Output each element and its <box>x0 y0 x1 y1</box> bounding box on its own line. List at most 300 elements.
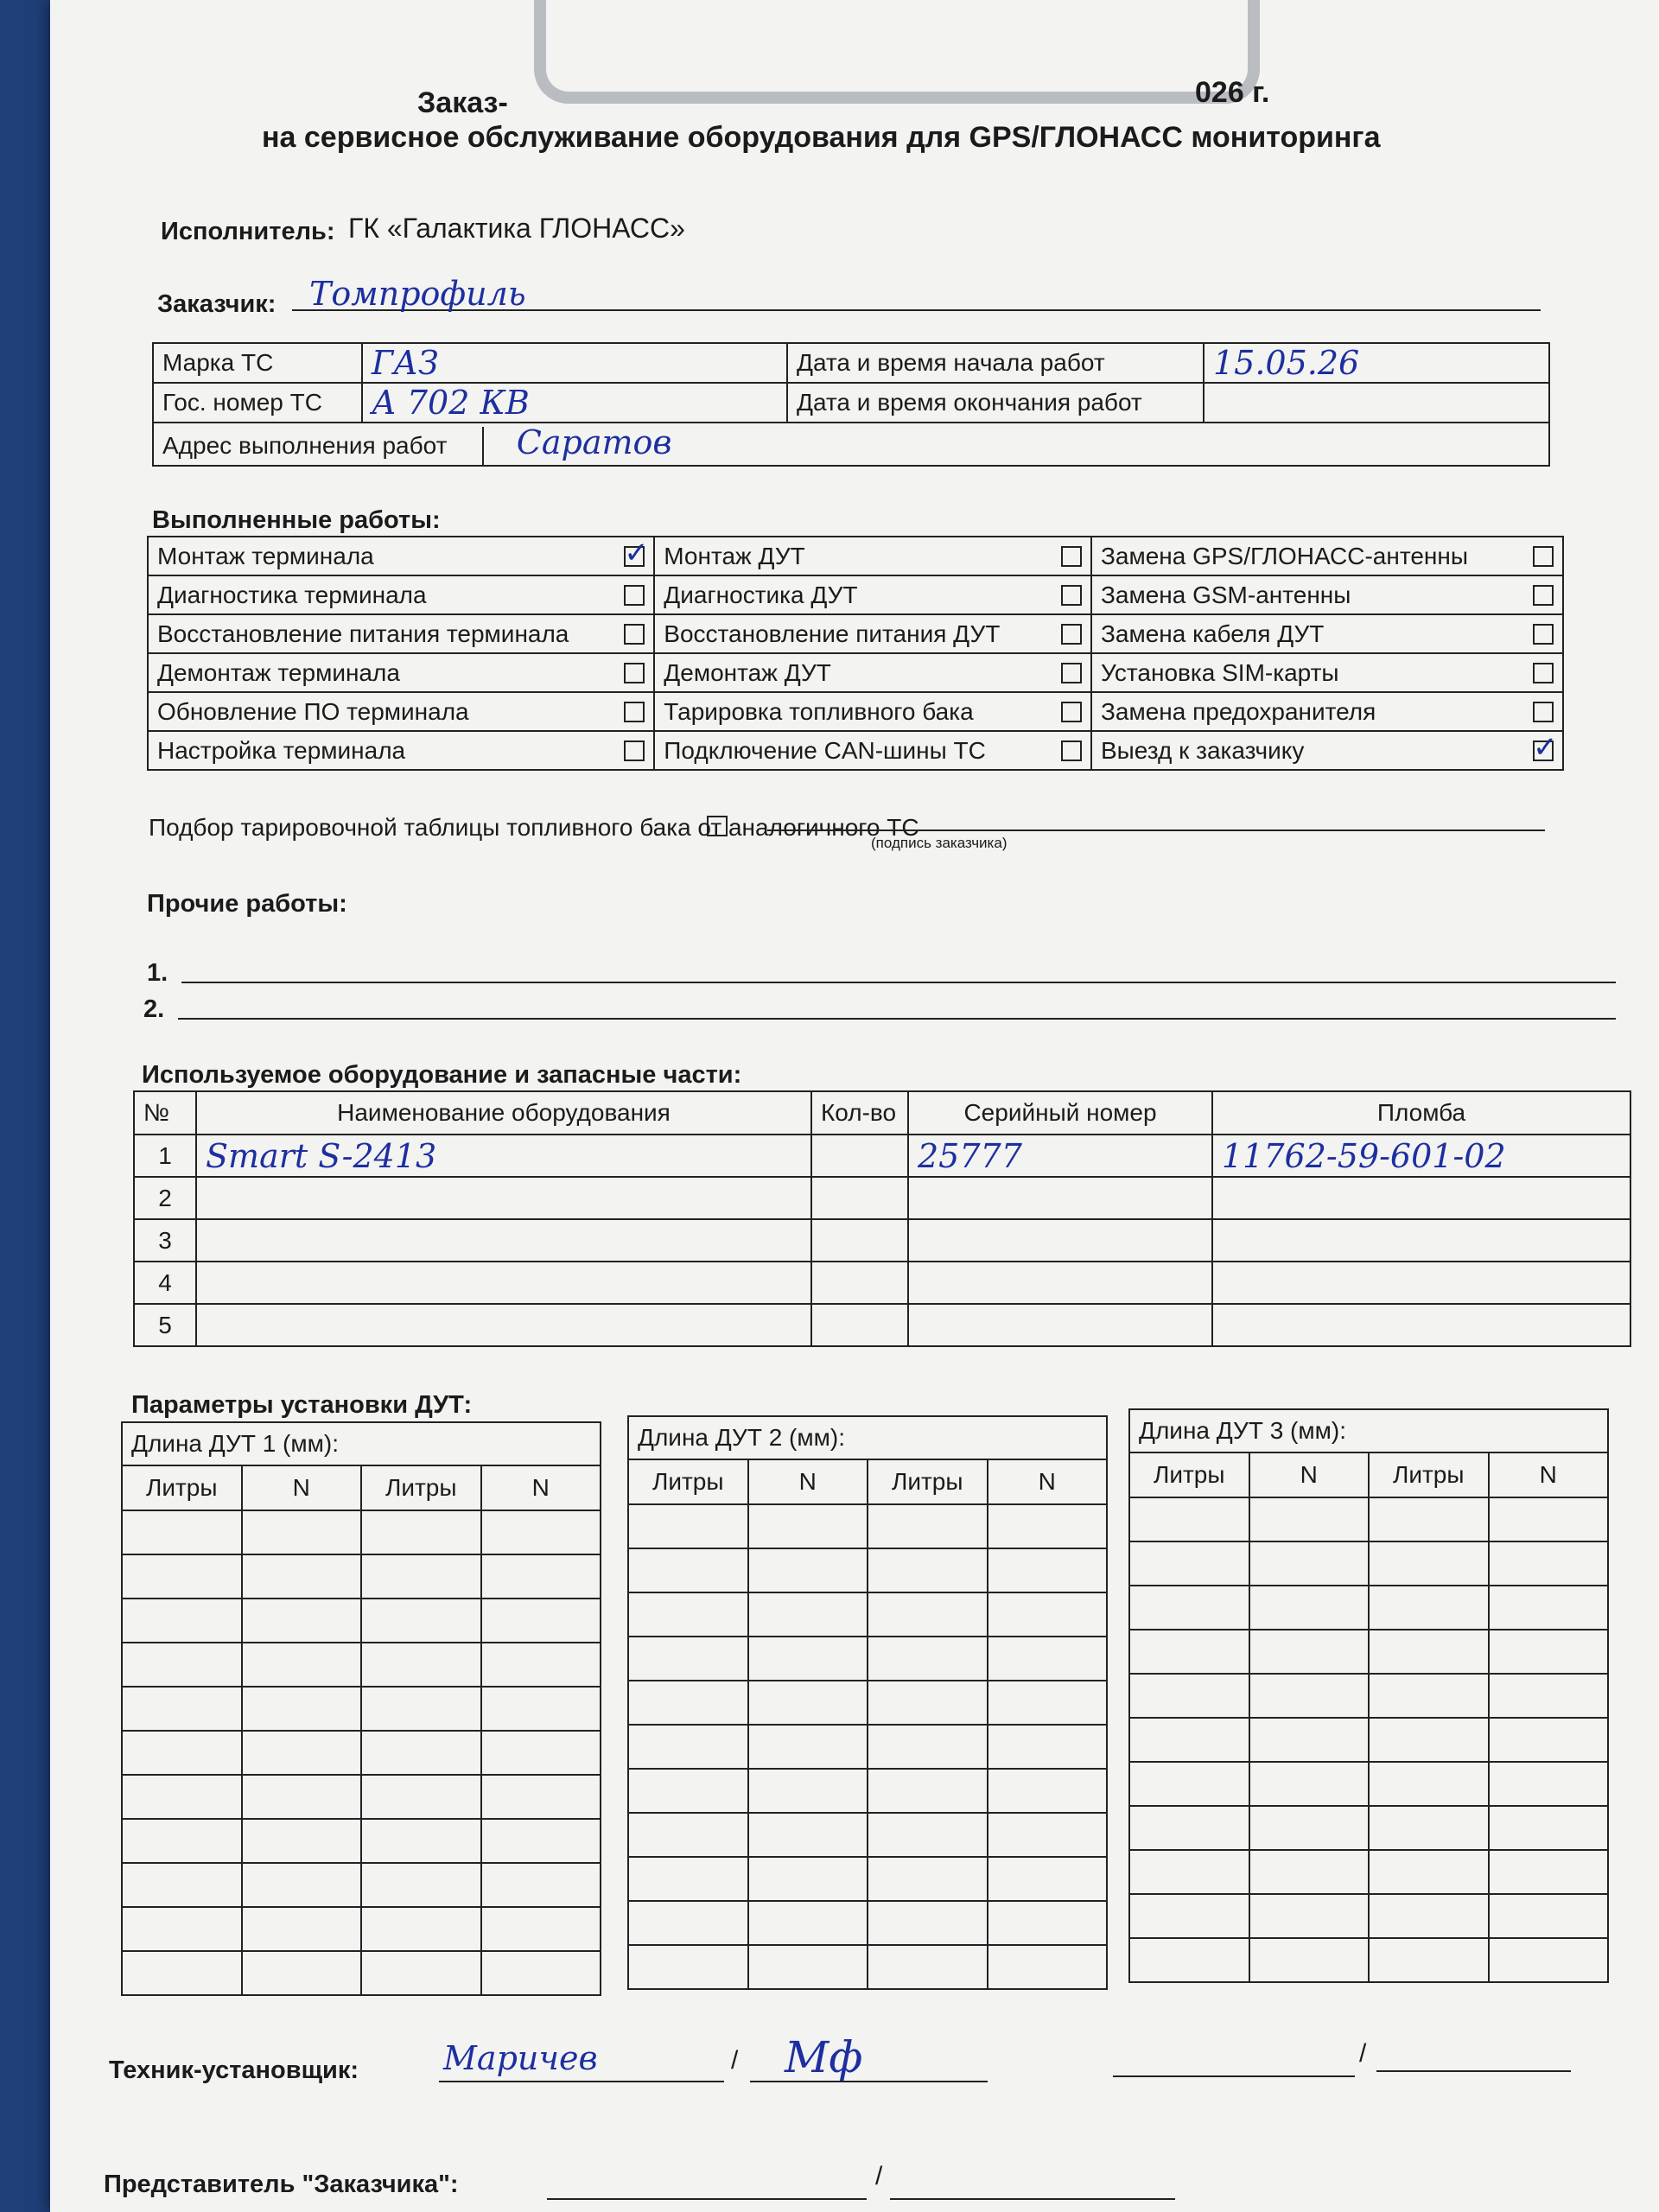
calibration-checkbox[interactable] <box>707 816 728 836</box>
eq-serial-cell[interactable] <box>908 1262 1212 1304</box>
dut-row <box>122 1643 601 1687</box>
dut-cell[interactable] <box>1249 1586 1370 1630</box>
representative-signature-line[interactable] <box>890 2164 1175 2200</box>
eq-num-cell: 3 <box>134 1219 196 1262</box>
dut-cell[interactable] <box>1489 1497 1609 1541</box>
dut-row <box>628 1945 1107 1989</box>
dut-cell[interactable] <box>242 1643 362 1687</box>
dut-row <box>628 1725 1107 1769</box>
equipment-heading: Используемое оборудование и запасные части: <box>142 1061 742 1089</box>
dut-cell[interactable] <box>481 1510 601 1554</box>
dut-row <box>1129 1806 1608 1850</box>
dut-cell[interactable] <box>1129 1938 1249 1982</box>
dut-cell[interactable] <box>481 1951 601 1995</box>
dut-cell[interactable] <box>748 1945 868 1989</box>
dut-row <box>122 1775 601 1819</box>
end-label: Дата и время окончания работ <box>787 383 1204 423</box>
dut-cell[interactable] <box>988 1548 1108 1592</box>
dut-row <box>628 1504 1107 1548</box>
dut-row <box>122 1510 601 1554</box>
dut-cell[interactable] <box>1249 1541 1370 1586</box>
work-col3-item-label: Выезд к заказчику <box>1100 736 1305 764</box>
work-cell <box>654 614 1091 653</box>
dut-cell[interactable] <box>628 1504 748 1548</box>
dut-cell[interactable] <box>1369 1762 1489 1806</box>
dut-cell[interactable] <box>1489 1674 1609 1718</box>
dut-cell[interactable] <box>1369 1718 1489 1762</box>
dut-cell[interactable] <box>868 1592 988 1637</box>
dut-row <box>122 1951 601 1995</box>
dut-cell[interactable] <box>868 1504 988 1548</box>
dut-cell[interactable] <box>1249 1762 1370 1806</box>
dut-cell[interactable] <box>628 1637 748 1681</box>
dut-cell[interactable] <box>361 1863 481 1907</box>
work-cell <box>1091 614 1563 653</box>
eq-qty-cell[interactable] <box>811 1177 908 1219</box>
work-col3-checkbox[interactable] <box>1533 546 1554 567</box>
dut-cell[interactable] <box>1129 1541 1249 1586</box>
work-col1-checkbox[interactable] <box>624 663 645 683</box>
works-row <box>148 575 1563 614</box>
dut-cell[interactable] <box>1369 1497 1489 1541</box>
dut-cell[interactable] <box>242 1951 362 1995</box>
dut-cell[interactable] <box>1129 1762 1249 1806</box>
dut-cell[interactable] <box>628 1857 748 1901</box>
dut-cell[interactable] <box>988 1857 1108 1901</box>
dut-cell[interactable] <box>361 1687 481 1731</box>
eq-seal-cell[interactable] <box>1212 1219 1630 1262</box>
dut-row <box>628 1637 1107 1681</box>
dut-cell[interactable] <box>1129 1630 1249 1674</box>
dut-cell[interactable] <box>481 1554 601 1599</box>
customer-label: Заказчик: <box>157 290 276 318</box>
work-cell <box>1091 575 1563 614</box>
dut-cell[interactable] <box>1249 1718 1370 1762</box>
dut-cell[interactable] <box>1129 1586 1249 1630</box>
dut-cell[interactable] <box>1369 1806 1489 1850</box>
address-label: Адрес выполнения работ <box>154 427 484 465</box>
dut-cell[interactable] <box>1129 1850 1249 1894</box>
dut-cell[interactable] <box>122 1863 242 1907</box>
dut-col-header: N <box>1249 1452 1370 1497</box>
brand-label: Марка ТС <box>153 343 362 383</box>
dut-row <box>122 1819 601 1863</box>
dut-cell[interactable] <box>122 1907 242 1951</box>
dut-cell[interactable] <box>1369 1630 1489 1674</box>
dut-cell[interactable] <box>481 1687 601 1731</box>
eq-serial-cell[interactable] <box>908 1177 1212 1219</box>
dut-cell[interactable] <box>242 1510 362 1554</box>
dut-cell[interactable] <box>1129 1674 1249 1718</box>
dut-cell[interactable] <box>988 1592 1108 1637</box>
work-cell <box>148 575 654 614</box>
other-item-2-number: 2. <box>143 995 165 1023</box>
dut-cell[interactable] <box>748 1681 868 1725</box>
dut-col-header: Литры <box>361 1465 481 1510</box>
dut-table-3 <box>1128 1408 1609 1983</box>
works-row <box>148 614 1563 653</box>
eq-header-name: Наименование оборудования <box>196 1091 811 1135</box>
dut-row <box>1129 1938 1608 1982</box>
eq-seal-cell[interactable]: 11762-59-601-02 <box>1212 1135 1630 1177</box>
dut-row <box>1129 1762 1608 1806</box>
dut-col-header: Литры <box>628 1459 748 1504</box>
technician-label: Техник-установщик: <box>109 2056 359 2084</box>
work-col3-item-label: Замена GSM-антенны <box>1100 581 1351 608</box>
dut-cell[interactable] <box>1249 1894 1370 1938</box>
work-cell <box>148 614 654 653</box>
second-name-line[interactable] <box>1113 2041 1355 2077</box>
dut-cell[interactable] <box>242 1599 362 1643</box>
work-col3-item-label: Замена предохранителя <box>1100 697 1376 725</box>
work-cell <box>1091 537 1563 575</box>
eq-serial-cell[interactable]: 25777 <box>908 1135 1212 1177</box>
dut-cell[interactable] <box>628 1945 748 1989</box>
works-heading: Выполненные работы: <box>152 506 441 534</box>
dut-row <box>122 1687 601 1731</box>
dut-cell[interactable] <box>122 1687 242 1731</box>
dut-cell[interactable] <box>361 1510 481 1554</box>
title-year: 026 г. <box>1195 76 1270 109</box>
table-row <box>134 1262 1630 1304</box>
dut-cell[interactable] <box>481 1775 601 1819</box>
work-cell <box>148 731 654 770</box>
dut-row <box>1129 1497 1608 1541</box>
dut-col-header: N <box>748 1459 868 1504</box>
other-item-2-line[interactable] <box>178 988 1616 1020</box>
dut-cell[interactable] <box>988 1504 1108 1548</box>
work-col1-checkbox[interactable] <box>624 585 645 606</box>
works-row <box>148 731 1563 770</box>
dut-cell[interactable] <box>628 1769 748 1813</box>
dut-table-title: Длина ДУТ 2 (мм): <box>628 1416 1107 1459</box>
start-value[interactable]: 15.05.26 <box>1204 343 1549 383</box>
dut-table-2 <box>627 1415 1108 1990</box>
dut-cell[interactable] <box>1489 1938 1609 1982</box>
dut-row <box>1129 1674 1608 1718</box>
work-col2-checkbox[interactable] <box>1061 585 1082 606</box>
dut-cell[interactable] <box>1249 1806 1370 1850</box>
technician-name: Маричев <box>443 2039 598 2077</box>
dut-cell[interactable] <box>868 1725 988 1769</box>
dut-cell[interactable] <box>628 1592 748 1637</box>
dut-cell[interactable] <box>1129 1497 1249 1541</box>
dut-cell[interactable] <box>628 1725 748 1769</box>
work-col3-checkbox[interactable] <box>1533 741 1554 761</box>
eq-qty-cell[interactable] <box>811 1262 908 1304</box>
work-col2-checkbox[interactable] <box>1061 741 1082 761</box>
eq-num-cell: 1 <box>134 1135 196 1177</box>
dut-col-header: N <box>1489 1452 1609 1497</box>
dut-row <box>122 1907 601 1951</box>
eq-num-cell: 5 <box>134 1304 196 1346</box>
dut-cell[interactable] <box>748 1725 868 1769</box>
work-cell <box>148 692 654 731</box>
dut-cell[interactable] <box>988 1813 1108 1857</box>
dut-col-header: Литры <box>868 1459 988 1504</box>
dut-table-title: Длина ДУТ 3 (мм): <box>1129 1409 1608 1452</box>
dut-cell[interactable] <box>361 1643 481 1687</box>
other-item-1-number: 1. <box>147 959 168 987</box>
dut-cell[interactable] <box>1489 1718 1609 1762</box>
dut-cell[interactable] <box>361 1819 481 1863</box>
work-col2-checkbox[interactable] <box>1061 624 1082 645</box>
dut-cell[interactable] <box>748 1769 868 1813</box>
dut-cell[interactable] <box>1369 1850 1489 1894</box>
address-value[interactable]: Саратов <box>516 423 672 461</box>
work-col3-checkbox[interactable] <box>1533 624 1554 645</box>
dut-row <box>1129 1586 1608 1630</box>
eq-name-cell[interactable] <box>196 1262 811 1304</box>
dut-row <box>628 1592 1107 1637</box>
dut-cell[interactable] <box>628 1548 748 1592</box>
work-cell <box>654 692 1091 731</box>
other-item-1-line[interactable] <box>181 952 1616 983</box>
signature-caption: (подпись заказчика) <box>871 835 1007 851</box>
dut-cell[interactable] <box>1489 1806 1609 1850</box>
dut-cell[interactable] <box>242 1819 362 1863</box>
work-cell <box>654 731 1091 770</box>
works-row <box>148 653 1563 692</box>
dut-cell[interactable] <box>481 1907 601 1951</box>
dut-cell[interactable] <box>748 1901 868 1945</box>
dut-cell[interactable] <box>1249 1630 1370 1674</box>
end-value[interactable] <box>1204 383 1549 423</box>
dut-cell[interactable] <box>242 1731 362 1775</box>
dut-row <box>628 1857 1107 1901</box>
dut-cell[interactable] <box>361 1951 481 1995</box>
eq-seal-cell[interactable] <box>1212 1177 1630 1219</box>
work-cell <box>654 537 1091 575</box>
dut-table-1 <box>121 1421 601 1996</box>
executor-value: ГК «Галактика ГЛОНАСС» <box>348 213 685 244</box>
work-col1-item-label: Диагностика терминала <box>157 581 427 608</box>
representative-slash: / <box>875 2162 883 2190</box>
dut-cell[interactable] <box>1129 1806 1249 1850</box>
work-col1-item-label: Настройка терминала <box>157 736 406 764</box>
page-title: на сервисное обслуживание оборудования для GPS/ГЛОНАСС мониторинга <box>262 121 1381 154</box>
table-row <box>134 1135 1630 1177</box>
eq-header-serial: Серийный номер <box>908 1091 1212 1135</box>
dut-cell[interactable] <box>122 1775 242 1819</box>
work-cell <box>148 537 654 575</box>
eq-qty-cell[interactable] <box>811 1304 908 1346</box>
eq-name-cell[interactable] <box>196 1219 811 1262</box>
dut-cell[interactable] <box>361 1775 481 1819</box>
eq-qty-cell[interactable] <box>811 1135 908 1177</box>
dut-cell[interactable] <box>122 1510 242 1554</box>
dut-col-header: N <box>242 1465 362 1510</box>
brand-value[interactable]: ГАЗ <box>362 343 787 383</box>
dut-cell[interactable] <box>868 1637 988 1681</box>
work-col2-item-label: Монтаж ДУТ <box>664 542 805 569</box>
dut-heading: Параметры установки ДУТ: <box>131 1391 473 1419</box>
dut-cell[interactable] <box>1369 1938 1489 1982</box>
eq-header-num: № <box>134 1091 196 1135</box>
dut-cell[interactable] <box>1249 1497 1370 1541</box>
dut-cell[interactable] <box>122 1951 242 1995</box>
work-col3-item-label: Замена GPS/ГЛОНАСС-антенны <box>1100 542 1468 569</box>
clipboard-clip <box>534 0 1260 104</box>
equipment-table <box>133 1090 1631 1347</box>
dut-cell[interactable] <box>748 1857 868 1901</box>
dut-cell[interactable] <box>361 1599 481 1643</box>
dut-cell[interactable] <box>1489 1762 1609 1806</box>
dut-cell[interactable] <box>122 1731 242 1775</box>
work-col2-checkbox[interactable] <box>1061 702 1082 722</box>
dut-cell[interactable] <box>1489 1630 1609 1674</box>
dut-cell[interactable] <box>1249 1938 1370 1982</box>
dut-cell[interactable] <box>1129 1894 1249 1938</box>
work-cell <box>1091 692 1563 731</box>
dut-cell[interactable] <box>868 1548 988 1592</box>
work-col3-checkbox[interactable] <box>1533 585 1554 606</box>
dut-cell[interactable] <box>1489 1586 1609 1630</box>
dut-cell[interactable] <box>988 1681 1108 1725</box>
dut-cell[interactable] <box>122 1819 242 1863</box>
dut-cell[interactable] <box>628 1681 748 1725</box>
dut-cell[interactable] <box>868 1945 988 1989</box>
work-col1-item-label: Монтаж терминала <box>157 542 374 569</box>
dut-cell[interactable] <box>481 1731 601 1775</box>
dut-cell[interactable] <box>868 1857 988 1901</box>
representative-name-line[interactable] <box>547 2164 867 2200</box>
work-col3-item-label: Замена кабеля ДУТ <box>1100 620 1325 647</box>
work-col1-item-label: Обновление ПО терминала <box>157 697 469 725</box>
plate-label: Гос. номер ТС <box>153 383 362 423</box>
dut-cell[interactable] <box>242 1554 362 1599</box>
work-col1-item-label: Восстановление питания терминала <box>157 620 569 647</box>
dut-cell[interactable] <box>122 1554 242 1599</box>
dut-cell[interactable] <box>361 1731 481 1775</box>
dut-cell[interactable] <box>122 1599 242 1643</box>
work-col1-checkbox[interactable] <box>624 702 645 722</box>
form-sheet <box>50 0 1659 2212</box>
dut-row <box>122 1863 601 1907</box>
work-col1-item-label: Демонтаж терминала <box>157 658 400 686</box>
dut-cell[interactable] <box>1369 1674 1489 1718</box>
dut-cell[interactable] <box>242 1775 362 1819</box>
dut-row <box>628 1681 1107 1725</box>
dut-cell[interactable] <box>122 1643 242 1687</box>
executor-label: Исполнитель: <box>161 218 335 245</box>
dut-cell[interactable] <box>748 1637 868 1681</box>
dut-cell[interactable] <box>1489 1850 1609 1894</box>
dut-cell[interactable] <box>361 1554 481 1599</box>
dut-cell[interactable] <box>1489 1894 1609 1938</box>
dut-cell[interactable] <box>748 1592 868 1637</box>
representative-label: Представитель "Заказчика": <box>104 2171 459 2198</box>
eq-num-cell: 2 <box>134 1177 196 1219</box>
dut-cell[interactable] <box>1129 1718 1249 1762</box>
dut-cell[interactable] <box>481 1863 601 1907</box>
dut-cell[interactable] <box>628 1901 748 1945</box>
dut-cell[interactable] <box>988 1945 1108 1989</box>
dut-cell[interactable] <box>868 1901 988 1945</box>
dut-cell[interactable] <box>748 1813 868 1857</box>
work-col1-checkbox[interactable] <box>624 741 645 761</box>
work-col1-checkbox[interactable] <box>624 546 645 567</box>
work-cell <box>654 653 1091 692</box>
dut-cell[interactable] <box>988 1637 1108 1681</box>
eq-qty-cell[interactable] <box>811 1219 908 1262</box>
customer-signature-line[interactable] <box>767 821 1545 831</box>
eq-name-cell[interactable] <box>196 1177 811 1219</box>
dut-row <box>628 1901 1107 1945</box>
work-col3-checkbox[interactable] <box>1533 702 1554 722</box>
work-col1-checkbox[interactable] <box>624 624 645 645</box>
dut-cell[interactable] <box>242 1907 362 1951</box>
dut-cell[interactable] <box>1369 1894 1489 1938</box>
works-row <box>148 537 1563 575</box>
dut-row <box>1129 1541 1608 1586</box>
eq-serial-cell[interactable] <box>908 1304 1212 1346</box>
plate-value[interactable]: А 702 КВ <box>362 383 787 423</box>
dut-cell[interactable] <box>628 1813 748 1857</box>
other-heading: Прочие работы: <box>147 890 347 918</box>
work-col2-item-label: Демонтаж ДУТ <box>664 658 831 686</box>
dut-col-header: N <box>988 1459 1108 1504</box>
eq-serial-cell[interactable] <box>908 1219 1212 1262</box>
dut-cell[interactable] <box>361 1907 481 1951</box>
work-col3-item-label: Установка SIM-карты <box>1100 658 1339 686</box>
dut-cell[interactable] <box>868 1681 988 1725</box>
dut-cell[interactable] <box>1489 1541 1609 1586</box>
start-label: Дата и время начала работ <box>787 343 1204 383</box>
eq-seal-cell[interactable] <box>1212 1262 1630 1304</box>
eq-seal-cell[interactable] <box>1212 1304 1630 1346</box>
dut-cell[interactable] <box>988 1769 1108 1813</box>
eq-header-qty: Кол-во <box>811 1091 908 1135</box>
work-col2-item-label: Диагностика ДУТ <box>664 581 858 608</box>
work-col2-checkbox[interactable] <box>1061 663 1082 683</box>
dut-cell[interactable] <box>1249 1850 1370 1894</box>
dut-cell[interactable] <box>481 1819 601 1863</box>
dut-col-header: Литры <box>1369 1452 1489 1497</box>
dut-cell[interactable] <box>748 1504 868 1548</box>
dut-row <box>628 1548 1107 1592</box>
dut-row <box>1129 1630 1608 1674</box>
work-col2-checkbox[interactable] <box>1061 546 1082 567</box>
works-row <box>148 692 1563 731</box>
dut-row <box>122 1554 601 1599</box>
dut-cell[interactable] <box>868 1813 988 1857</box>
dut-cell[interactable] <box>1249 1674 1370 1718</box>
works-table <box>147 536 1564 771</box>
dut-col-header: Литры <box>1129 1452 1249 1497</box>
eq-name-cell[interactable]: Smart S-2413 <box>196 1135 811 1177</box>
dut-cell[interactable] <box>1369 1541 1489 1586</box>
dut-cell[interactable] <box>988 1901 1108 1945</box>
second-signature-line[interactable] <box>1376 2036 1571 2072</box>
table-row <box>134 1219 1630 1262</box>
dut-cell[interactable] <box>748 1548 868 1592</box>
dut-cell[interactable] <box>242 1687 362 1731</box>
dut-cell[interactable] <box>988 1725 1108 1769</box>
dut-row <box>628 1769 1107 1813</box>
dut-row <box>1129 1894 1608 1938</box>
work-cell <box>1091 653 1563 692</box>
work-col2-item-label: Тарировка топливного бака <box>664 697 974 725</box>
dut-cell[interactable] <box>1369 1586 1489 1630</box>
dut-col-header: N <box>481 1465 601 1510</box>
dut-cell[interactable] <box>868 1769 988 1813</box>
dut-cell[interactable] <box>481 1599 601 1643</box>
eq-name-cell[interactable] <box>196 1304 811 1346</box>
dut-cell[interactable] <box>481 1643 601 1687</box>
dut-cell[interactable] <box>242 1863 362 1907</box>
work-col3-checkbox[interactable] <box>1533 663 1554 683</box>
